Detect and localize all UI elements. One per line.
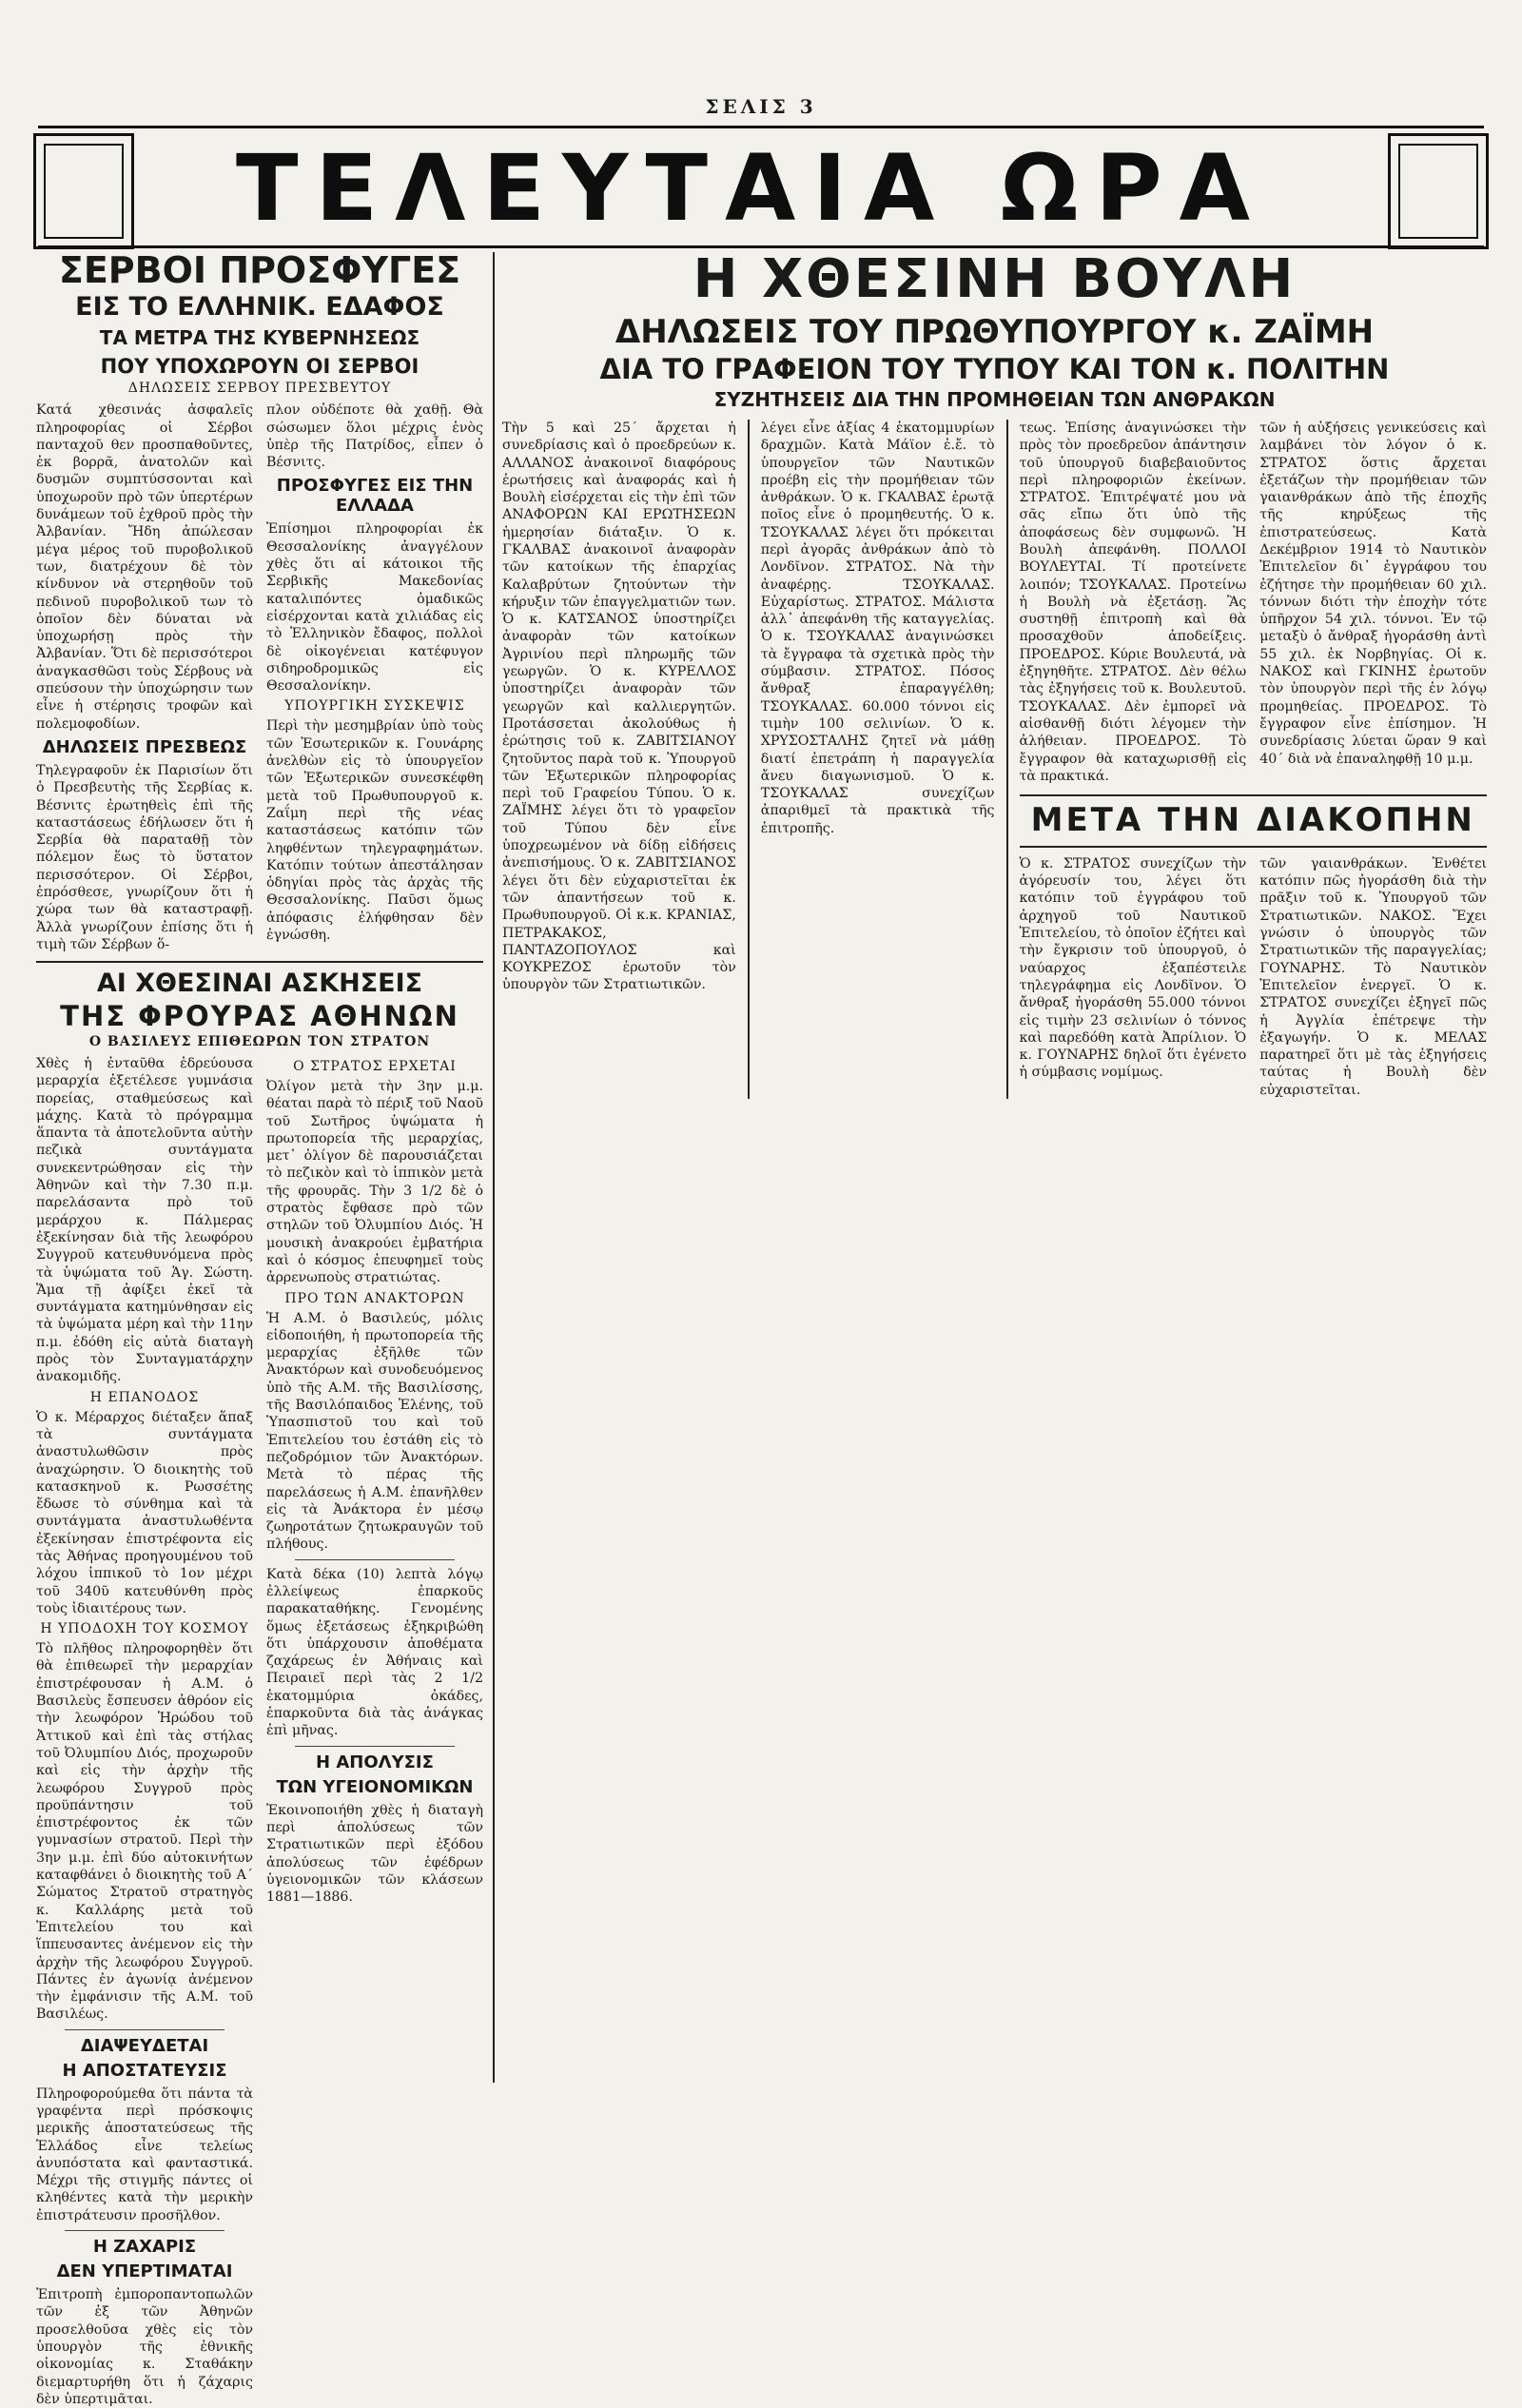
- section-heading: Η ΖΑΧΑΡΙΣ: [92, 2237, 197, 2258]
- paragraph: λέγει εἶνε ἀξίας 4 ἑκατομμυρίων δραχμῶν. Κατὰ Μάϊον ἐ.ἔ. τὸ ὑπουργεῖον τῶν Ναυτικῶν προέβη εἰς τὴν προμήθειαν τῶν ἀνθράκων. Ὁ κ. ΓΚΑΛΒΑΣ ἐρωτᾷ ποῖος εἶνε ὁ προμηθευτής. Ὁ κ. ΤΣΟΥΚΑΛΑΣ λέγει ὅτι πρόκειται περὶ ἀγορᾶς ἀνθράκων ἀπὸ τὸ Λονδῖνον. ΣΤΡΑΤΟΣ. Νὰ τὴν ἀναφέρῃς. ΤΣΟΥΚΑΛΑΣ. Εὐχαρίστως. ΣΤΡΑΤΟΣ. Μάλιστα ἀλλ᾽ ἀπεφάνθη τῆς καταγγελίας. Ὁ κ. ΤΣΟΥΚΑΛΑΣ ἀναγινώσκει τὰ ἔγγραφα τὰ σχετικὰ πρὸς τὴν σύμβασιν. ΣΤΡΑΤΟΣ. Πόσος ἄνθραξ ἐπαραγγέλθη; ΤΣΟΥΚΑΛΑΣ. 60.000 τόννοι εἰς τιμὴν 100 σελινίων. Ὁ κ. ΧΡΥΣΟΣΤΑΛΗΣ ζητεῖ νὰ μάθῃ διατί ἐπετράπη ἡ παραγγελία ἄνευ διαγωνισμοῦ. Ὁ κ. ΤΣΟΥΚΑΛΑΣ συνεχίζων ἀπαριθμεῖ τὰ πρακτικὰ τῆς ἐπιτροπῆς.: [760, 420, 995, 836]
- article-deck-2: ΠΟΥ ΥΠΟΧΩΡΟΥΝ ΟΙ ΣΕΡΒΟΙ: [100, 355, 420, 379]
- section-heading: ΔΗΛΩΣΕΙΣ ΠΡΕΣΒΕΩΣ: [42, 736, 247, 757]
- article-deck-3: ΔΗΛΩΣΕΙΣ ΣΕΡΒΟΥ ΠΡΕΣΒΕΥΤΟΥ: [127, 381, 392, 397]
- section-heading: Η ΕΠΑΝΟΔΟΣ: [89, 1389, 200, 1405]
- section-heading: ΜΕΤΑ ΤΗΝ ΔΙΑΚΟΠΗΝ: [1030, 801, 1475, 840]
- paragraph: Χθὲς ἡ ἐνταῦθα ἐδρεύουσα μεραρχία ἐξετέλεσε γυμνάσια πορείας, σταθμεύσεως καὶ μάχης. Κατὰ τὸ πρόγραμμα ἅπαντα τὰ ἀποτελοῦντα αὐτὴν πεζικὰ συντάγματα συνεκεντρώθησαν εἰς τὴν Ἀθηνῶν καὶ τὴν 7.30 π.μ. παρελάσαντα πρὸ τοῦ μεράρχου κ. Πάλμερας ἐξεκίνησαν διὰ τῆς λεωφόρου Συγγροῦ κατευθυνόμενα πρὸς τὰ ὑψώματα τοῦ Ἁγ. Σώστη. Ἅμα τῇ ἀφίξει ἐκεῖ τὰ συντάγματα κατημύνθησαν εἰς τὰ ὑψώματα μέρη καὶ τὴν 11ην π.μ. ἐδόθη εἰς αὐτὰ διαταγὴ πρὸς τὸν Συνταγματάρχην ἀνακομιδῆς.: [36, 1055, 253, 1385]
- paragraph: Ἐπιτροπὴ ἐμποροπαντοπωλῶν τῶν ἐξ τῶν Ἀθηνῶν προσελθοῦσα χθὲς εἰς τὸν ὑπουργὸν τῆς ἐθνικῆς οἰκονομίας κ. Σταθάκην διεμαρτυρήθη ὅτι ἡ ζάχαρις δὲν ὑπερτιμᾶται.: [36, 2287, 253, 2407]
- article-subheadline: ΔΗΛΩΣΕΙΣ ΤΟΥ ΠΡΩΘΥΠΟΥΡΓΟΥ κ. ΖΑΪΜΗ: [615, 312, 1375, 351]
- masthead-ornament-left: [33, 133, 134, 249]
- paragraph: Ἐκοινοποιήθη χθὲς ἡ διαταγὴ περὶ ἀπολύσεως τῶν Στρατιωτικῶν περὶ ἐξόδου ἀπολύσεως τῶν ἐφέδρων ὑγειονομικῶν τῶν κλάσεων 1881—1886.: [266, 1802, 483, 1906]
- paragraph: Ἡ Α.Μ. ὁ Βασιλεύς, μόλις εἰδοποιήθη, ἡ πρωτοπορεία τῆς μεραρχίας ἐξῆλθε τῶν Ἀνακτόρων καὶ συνοδευόμενος ὑπὸ τῆς Α.Μ. τῆς Βασιλίσσης, τῆς Βασιλόπαιδος Ἑλένης, τοῦ Ὑπασπιστοῦ του καὶ τοῦ Ἐπιτελείου του ἐστάθη εἰς τὸ πεζοδρόμιον τῶν Ἀνακτόρων. Μετὰ τὸ πέρας τῆς παρελάσεως ἡ Α.Μ. ἐπανῆλθεν εἰς τὰ Ἀνάκτορα ἐν μέσῳ ζωηροτάτων ζητωκραυγῶν τοῦ πλήθους.: [266, 1310, 483, 1553]
- paragraph: πλον οὐδέποτε θὰ χαθῇ. Θὰ σώσωμεν ὅλοι μέχρις ἑνὸς ὑπὲρ τῆς Πατρίδος, εἶπεν ὁ Βέσνιτς.: [266, 402, 483, 471]
- right-section: [502, 248, 1487, 2083]
- article-headline-2: ΑΙ ΧΘΕΣΙΝΑΙ ΑΣΚΗΣΕΙΣ: [96, 969, 423, 999]
- section-heading: ΠΡΟΣΦΥΓΕΣ ΕΙΣ ΤΗΝ ΕΛΛΑΔΑ: [276, 476, 474, 517]
- paragraph: Πληροφορούμεθα ὅτι πάντα τὰ γραφέντα περὶ πρόσκοψις μερικῆς ἀποστατεύσεως τῆς Ἑλλάδος εἶνε τελείως ἀνυπόστατα καὶ φανταστικά. Μέχρι τῆς στιγμῆς πάντες οἱ κληθέντες κατὰ τὴν μερικὴν ἐπιστράτευσιν προσῆλθον.: [36, 2085, 253, 2223]
- section-heading: ΔΕΝ ΥΠΕΡΤΙΜΑΤΑΙ: [56, 2261, 233, 2282]
- paragraph: Τὸ πλῆθος πληροφορηθὲν ὅτι θὰ ἐπιθεωρεῖ τὴν μεραρχίαν ἐπιστρέφουσαν ἡ Α.Μ. ὁ Βασιλεὺς ἔσπευσεν ἀθρόον εἰς τὴν λεωφόρον Ἡρώδου τοῦ Ἀττικοῦ καὶ ἐπὶ τὰς στήλας τοῦ Ὀλυμπίου Διός, προχωροῦν καὶ εἰς τὴν ἀρχὴν τῆς λεωφόρου Συγγροῦ πρὸς προϋπάντησιν τοῦ ἐπιστρέφοντος ἐκ τῶν γυμνασίων στρατοῦ. Περὶ τὴν 3ην μ.μ. ἐπὶ δύο αὐτοκινήτων καταφθάνει ὁ διοικητὴς τοῦ Α΄ Σώματος Στρατοῦ στρατηγὸς κ. Καλλάρης μετὰ τοῦ Ἐπιτελείου του καὶ ἵππευσαντες ἀνέμενον εἰς τὴν ἀρχὴν τῆς λεωφόρου Συγγροῦ. Πάντες ἐν ἀγωνίᾳ ἀνέμενον τὴν ἐμφάνισιν τῆς Α.Μ. τοῦ Βασιλέως.: [36, 1641, 253, 2023]
- section-heading: ΔΙΑΨΕΥΔΕΤΑΙ: [80, 2035, 209, 2056]
- paragraph: τεως. Ἐπίσης ἀναγινώσκει τὴν πρὸς τὸν προεδρεῦον ἀπάντησιν τοῦ ὑπουργοῦ διαβεβαιοῦντος περὶ πληροφοριῶν ἐκείνων. ΣΤΡΑΤΟΣ. Ἐπιτρέψατέ μου νὰ σᾶς εἴπω ὅτι ὑπὸ τῆς ἀποφάσεως δὲν συμφωνῶ. Ἡ Βουλὴ ἀπεφάνθη. ΠΟΛΛΟΙ ΒΟΥΛΕΥΤΑΙ. Τί προτείνετε λοιπόν; ΤΣΟΥΚΑΛΑΣ. Προτείνω ἡ Βουλὴ νὰ ἐξετάσῃ. Ἂς συστηθῇ ἐπιτροπὴ καὶ θὰ προσαχθοῦν ἀποδείξεις. ΠΡΟΕΔΡΟΣ. Κύριε Βουλευτά, νὰ ἐξηγηθῆτε. ΣΤΡΑΤΟΣ. Δὲν θέλω τὰς ἐξηγήσεις τοῦ κ. Βουλευτοῦ. ΤΣΟΥΚΑΛΑΣ. Δὲν ἐμπορεῖ νὰ αἰσθανθῇ διότι λέγομεν τὴν ἀλήθειαν. ΠΡΟΕΔΡΟΣ. Τὸ ἔγγραφον θὰ καταχωρισθῇ εἰς τὰ πρακτικά.: [1019, 420, 1247, 784]
- paragraph: Ὀλίγον μετὰ τὴν 3ην μ.μ. θέαται παρὰ τὸ πέριξ τοῦ Ναοῦ τοῦ Σωτῆρος ὑψώματα ἡ πρωτοπορεία τῆς μεραρχίας, μετ᾽ ὀλίγον δὲ παρουσιάζεται τὸ πεζικὸν καὶ τὸ ἱππικὸν μετὰ τῆς φρουρᾶς. Τὴν 3 1/2 δὲ ὁ στρατὸς ἔφθασε πρὸ τῶν στηλῶν τοῦ Ὀλυμπίου Διός. Ἡ μουσικὴ ἀνακρούει ἐμβατήρια καὶ ὁ κόσμος ἐπευφημεῖ τοὺς ἀρρενωποὺς στρατιώτας.: [266, 1078, 483, 1286]
- section-heading: ΥΠΟΥΡΓΙΚΗ ΣΥΣΚΕΨΙΣ: [284, 698, 465, 715]
- masthead-ornament-right: [1388, 133, 1489, 249]
- article-subheadline-2: ΤΗΣ ΦΡΟΥΡΑΣ ΑΘΗΝΩΝ: [60, 999, 459, 1032]
- paragraph: Τὴν 5 καὶ 25΄ ἄρχεται ἡ συνεδρίασις καὶ ὁ προεδρεύων κ. ΑΛΛΑΝΟΣ ἀνακοινοῖ διαφόρους ἐρωτήσεις καὶ ἀναφοράς καὶ ἡ Βουλὴ εἰσέρχεται εἰς τὴν ἐπὶ τῶν ΑΝΑΦΟΡΩΝ ΚΑΙ ΕΡΩΤΗΣΕΩΝ ἡμερησίαν διάταξιν. Ὁ κ. ΓΚΑΛΒΑΣ ἀνακοινοῖ ἀναφορὰν τῶν κατοίκων τῆς ἐπαρχίας Καλαβρύτων ζητούντων τὴν κήρυξιν τῶν ἐπαγγελματιῶν των. Ὁ κ. ΚΑΤΣΑΝΟΣ ὑποστηρίζει ἀναφορὰν τῶν κατοίκων Ἀγρινίου περὶ πληρωμῆς τῶν γεωργῶν. Ὁ κ. ΚΥΡΕΛΛΟΣ ὑποστηρίζει ἀναφορὰν τῶν γεωργῶν καὶ καλλιεργητῶν. Προτάσσεται ἀκολούθως ἡ ἐρώτησις τοῦ κ. ΖΑΒΙΤΣΙΑΝΟΥ ζητοῦντος παρὰ τοῦ κ. Ὑπουργοῦ τῶν Ἐξωτερικῶν πληροφορίας περὶ τοῦ Γραφείου Τύπου. Ὁ κ. ΖΑΪΜΗΣ λέγει ὅτι τὸ γραφεῖον τοῦ Τύπου δὲν εἶνε ὑποχρεωμένον νὰ δίδῃ εἰδήσεις ἀνεπισήμους. Ὁ κ. ΖΑΒΙΤΣΙΑΝΟΣ λέγει ὅτι δὲν εὐχαριστεῖται ἐκ τῶν ἀπαντήσεων τοῦ κ. Πρωθυπουργοῦ. Οἱ κ.κ. ΚΡΑΝΙΑΣ, ΠΕΤΡΑΚΑΚΟΣ, ΠΑΝΤΑΖΟΠΟΥΛΟΣ καὶ ΚΟΥΚΡΕΖΟΣ ἐρωτοῦν τὸν ὑπουργὸν τῶν Στρατιωτικῶν.: [502, 420, 736, 993]
- article-headline: ΣΕΡΒΟΙ ΠΡΟΣΦΥΓΕΣ: [58, 249, 461, 291]
- paragraph: τῶν γαιανθράκων. Ἐνθέτει κατόπιν πῶς ἠγοράσθη διὰ τὴν πρᾶξιν τοῦ κ. Ὑπουργοῦ τῶν Στρατιωτικῶν. ΝΑΚΟΣ. Ἔχει γνώσιν ὁ ὑπουργὸς τῶν Στρατιωτικῶν τῆς παραγγελίας; ΓΟΥΝΑΡΗΣ. Τὸ Ναυτικὸν Ἐπιτελεῖον ἐνεργεῖ. Ὁ κ. ΣΤΡΑΤΟΣ συνεχίζει ἐξηγεῖ πῶς ἡ Ἀγγλία ἐπέτρεψε τὴν ἐξαγωγήν. Ὁ κ. ΜΕΛΑΣ παρατηρεῖ ὅτι μὲ τὰς ἐξηγήσεις ταύτας ἡ Βουλὴ δὲν εὐχαριστεῖται.: [1259, 855, 1487, 1098]
- article-headline: Η ΧΘΕΣΙΝΗ ΒΟΥΛΗ: [693, 248, 1297, 310]
- section-heading: Η ΑΠΟΛΥΣΙΣ: [316, 1752, 434, 1772]
- column-divider: [493, 252, 495, 2083]
- article-subheadline: ΕΙΣ ΤΟ ΕΛΛΗΝΙΚ. ΕΔΑΦΟΣ: [75, 291, 444, 322]
- article-deck: ΤΑ ΜΕΤΡΑ ΤΗΣ ΚΥΒΕΡΝΗΣΕΩΣ: [99, 326, 420, 350]
- section-heading: ΠΡΟ ΤΩΝ ΑΝΑΚΤΟΡΩΝ: [284, 1290, 465, 1306]
- paragraph: Ὁ κ. Μέραρχος διέταξεν ἅπαξ τὰ συντάγματα ἀναστυλωθῶσιν πρὸς ἀναχώρησιν. Ὁ διοικητὴς τοῦ κατασκηνοῦ κ. Ρωσσέτης ἔδωσε τὸ σύνθημα καὶ τὰ συντάγματα ἀναστυλωθέντα ἐξεκίνησαν ἐπιστρέφοντα εἰς τὰς Ἀθήνας προηγουμένου τοῦ λόχου ἱππικοῦ τὸ 1ον μέχρι τοῦ 340ῦ κατευθύνθη πρὸς τοὺς ἰδιαιτέρους των.: [36, 1409, 253, 1616]
- paragraph: Ὁ κ. ΣΤΡΑΤΟΣ συνεχίζων τὴν ἀγόρευσίν του, λέγει ὅτι κατόπιν τοῦ ἐγγράφου τοῦ ἀρχηγοῦ τοῦ Ναυτικοῦ Ἐπιτελείου, τὸ ὁποῖον ἐζήτει καὶ τὴν ἔγκρισιν τοῦ ὑπουργοῦ, ὁ ναύαρχος ἐξαπέστειλε τηλεγράφημα εἰς Λονδῖνον. Ὁ ἄνθραξ ἠγοράσθη 55.000 τόννοι εἰς τιμὴν 23 σελινίων ὁ τόννος καὶ παρεδόθη κατὰ Ἀπρίλιον. Ὁ κ. ΓΟΥΝΑΡΗΣ δηλοῖ ὅτι ἐγένετο ἡ σύμβασις νομίμως.: [1019, 855, 1247, 1081]
- section-heading: Η ΑΠΟΣΤΑΤΕΥΣΙΣ: [62, 2060, 227, 2081]
- section-heading: ΤΩΝ ΥΓΕΙΟΝΟΜΙΚΩΝ: [276, 1776, 474, 1797]
- left-section: [36, 249, 483, 2407]
- article-deck-2: ΣΥΖΗΤΗΣΕΙΣ ΔΙΑ ΤΗΝ ΠΡΟΜΗΘΕΙΑΝ ΤΩΝ ΑΝΘΡΑΚΩΝ: [713, 387, 1276, 411]
- paragraph: Περὶ τὴν μεσημβρίαν ὑπὸ τοὺς τῶν Ἐσωτερικῶν κ. Γουνάρης ἀνελθὼν εἰς τὸ ὑπουργεῖον τῶν Ἐξωτερικῶν συνεσκέφθη μετὰ τοῦ Πρωθυπουργοῦ κ. Ζαΐμη περὶ τῆς νέας καταστάσεως κατόπιν τῶν ληφθέντων τηλεγραφημάτων. Κατόπιν τούτων ἀπεστάλησαν ὁδηγίαι πρὸς τὰς ἀρχὰς τῆς Θεσσαλονίκης. Παῦσι ὅμως ἀπόφασις ἐλήφθησαν δὲν ἐγνώσθη.: [266, 718, 483, 943]
- paragraph: τῶν ἡ αὐξήσεις γενικεύσεις καὶ λαμβάνει τὸν λόγον ὁ κ. ΣΤΡΑΤΟΣ ὅστις ἄρχεται ἐξετάζων τὴν προμήθειαν τῶν γαιανθράκων ἀπὸ τῆς ἐποχῆς τῆς κηρύξεως τῆς ἐπιστρατεύσεως. Κατὰ Δεκέμβριον 1914 τὸ Ναυτικὸν Ἐπιτελεῖον δι᾽ ἐγγράφου του ἐζήτησε τὴν προμήθειαν 60 χιλ. τόννων διότι τὴν ἐποχὴν τότε ὑπῆρχον 54 χιλ. τόννοι. Ἐν τῷ μεταξὺ ὁ ἄνθραξ ἠγοράσθη ἀντὶ 55 χιλ. ἐκ Νορβηγίας. Οἱ κ. ΝΑΚΟΣ καὶ ΓΚΙΝΗΣ ἐρωτοῦν τὸν ὑπουργὸν περὶ τῆς ἐν λόγῳ προμηθείας. ΠΡΟΕΔΡΟΣ. Τὸ ἔγγραφον εἶνε ἐπίσημον. Ἡ συνεδρίασις λύεται ὥραν 9 καὶ 40΄ διὰ νὰ ἐπαναληφθῇ 10 μ.μ.: [1259, 420, 1487, 767]
- masthead-title: ΤΕΛΕΥΤΑΙΑ ΩΡΑ: [236, 135, 1267, 242]
- page-number: ΣΕΛΙΣ 3: [705, 95, 817, 118]
- section-heading: Η ΥΠΟΔΟΧΗ ΤΟΥ ΚΟΣΜΟΥ: [40, 1621, 249, 1637]
- paragraph: Ἐπίσημοι πληροφορίαι ἐκ Θεσσαλονίκης ἀναγγέλουν χθὲς ὅτι αἱ κάτοικοι τῆς Σερβικῆς Μακεδονίας καταλιπόντες ὁμαδικῶς εἰσέρχονται κατὰ χιλιάδας εἰς τὸ Ἑλληνικὸν ἔδαφος, πολλοὶ δὲ οἰκογένειαι κατέφυγον σιδηροδρομικῶς εἰς Θεσσαλονίκην.: [266, 521, 483, 695]
- paragraph: Τηλεγραφοῦν ἐκ Παρισίων ὅτι ὁ Πρεσβευτὴς τῆς Σερβίας κ. Βέσνιτς ἐρωτηθεὶς ἐπὶ τῆς καταστάσεως ἐδήλωσεν ὅτι ἡ Σερβία θὰ παραταθῇ τὸν πόλεμον ἕως τὸ ὕστατον περισσότερον. Οἱ Σέρβοι, ἐπρόσθεσε, γνωρίζουν ὅτι ἡ χώρα των θὰ καταστραφῇ. Ἀλλὰ γνωρίζουν ἐπίσης ὅτι ἡ τιμὴ τῶν Σέρβων ὅ-: [36, 762, 253, 952]
- article-deck: Ο ΒΑΣΙΛΕΥΣ ΕΠΙΘΕΩΡΩΝ ΤΟΝ ΣΤΡΑΤΟΝ: [88, 1033, 431, 1049]
- paragraph: Κατά χθεσινάς ἀσφαλεῖς πληροφορίας οἱ Σέρβοι πανταχοῦ θεν προσπαθοῦντες, ἐκ βορρᾶ, ἀνατολῶν καὶ δυσμῶν συμπτύσσονται καὶ ὑποχωροῦν πρὸ τῶν ὑπερτέρων δυνάμεων τοῦ ἐχθροῦ πρὸς τὴν Ἀλβανίαν. Ἤδη ἀπώλεσαν μέγα μέρος τοῦ πυροβολικοῦ των, διατρέχουν δὲ τὸν κίνδυνον νὰ στερηθοῦν τοῦ πεδινοῦ πυροβολικοῦ των τὸ ὁποῖον δὲν δύναται νὰ ὑποχωρήσῃ πρὸς τὴν Ἀλβανίαν. Ὅτι δὲ περισσότεροι ἀναγκασθῶσι τοὺς Σέρβους νὰ σπεύσουν τὴν ὑποχώρησιν των εἶνε ἡ στέρησις τροφῶν καὶ πολεμοφοδίων.: [36, 402, 253, 732]
- article-deck: ΔΙΑ ΤΟ ΓΡΑΦΕΙΟΝ ΤΟΥ ΤΥΠΟΥ ΚΑΙ ΤΟΝ κ. ΠΟΛΙΤΗΝ: [599, 353, 1390, 386]
- section-heading: Ο ΣΤΡΑΤΟΣ ΕΡΧΕΤΑΙ: [293, 1058, 457, 1074]
- top-rule: [38, 126, 1484, 128]
- paragraph: Κατὰ δέκα (10) λεπτὰ λόγῳ ἐλλείψεως ἐπαρκοῦς παρακαταθήκης. Γενομένης ὅμως ἐξετάσεως ἐξηκριβώθη ὅτι ὑπάρχουσιν ἀποθέματα ζαχάρεως ἐν Ἀθήναις καὶ Πειραιεῖ περὶ τὰς 2 1/2 ἑκατομμύρια ὀκάδες, ἐπαρκοῦντα διὰ τὰς ἀνάγκας ἐπὶ μῆνας.: [266, 1566, 483, 1739]
